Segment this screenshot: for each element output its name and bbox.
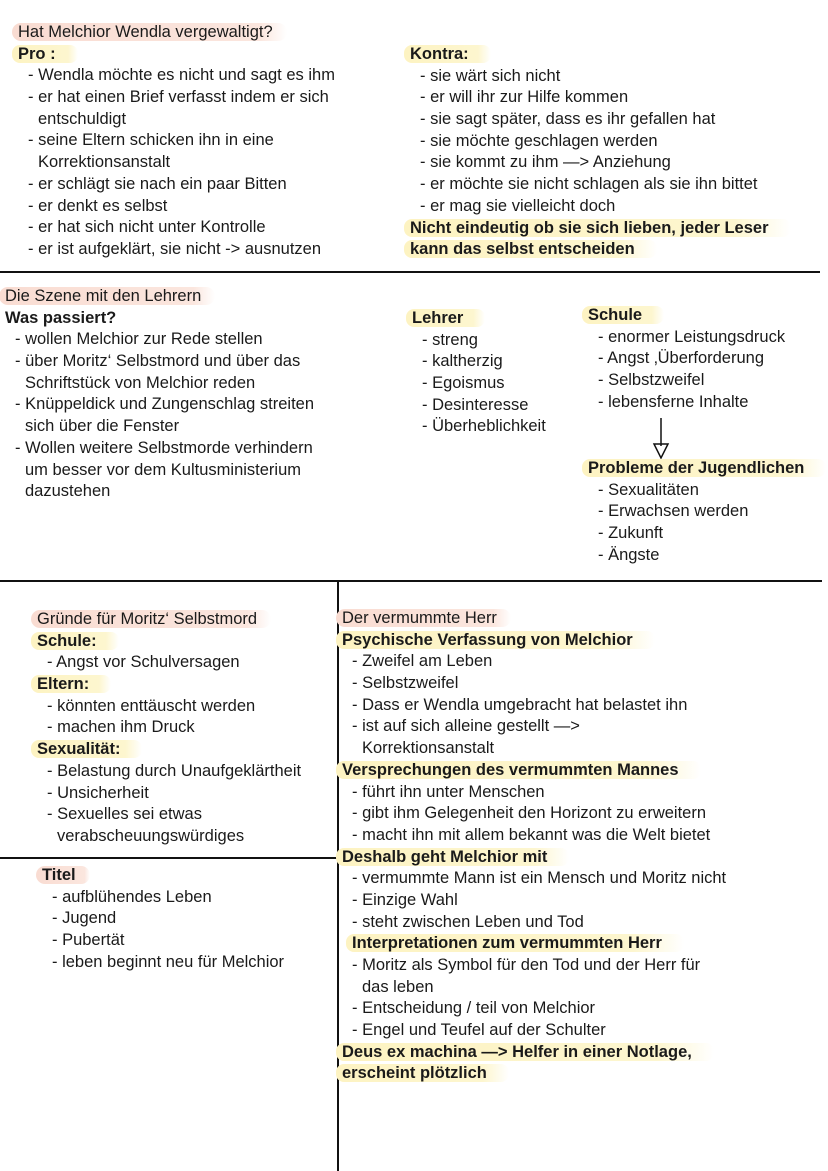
pro-section xyxy=(18,22,335,261)
list-item: - lebensferne Inhalte xyxy=(598,392,749,411)
list-item: - kaltherzig xyxy=(422,352,503,371)
divider-3 xyxy=(0,857,338,859)
list-item: - ist auf sich alleine gestellt —> xyxy=(352,717,580,736)
list-item: - sie möchte geschlagen werden xyxy=(420,131,658,150)
list-item: - Ängste xyxy=(598,545,660,564)
list-item: - sie sagt später, dass es ihr gefallen hat xyxy=(420,110,716,129)
list-item: entschuldigt xyxy=(38,109,127,128)
psy-heading: Psychische Verfassung von Melchior xyxy=(336,631,655,649)
list-item: - seine Eltern schicken ihn in eine xyxy=(28,131,274,150)
list-item: - Entscheidung / teil von Melchior xyxy=(352,999,596,1018)
list-item: - aufblühendes Leben xyxy=(52,887,212,906)
list-item: - enormer Leistungsdruck xyxy=(598,327,786,346)
des-heading: Deshalb geht Melchior mit xyxy=(336,848,569,866)
list-item: - steht zwischen Leben und Tod xyxy=(352,912,584,931)
list-item: - leben beginnt neu für Melchior xyxy=(52,952,285,971)
list-item: - führt ihn unter Menschen xyxy=(352,782,545,801)
list-item: - Jugend xyxy=(52,909,117,928)
list-item: - er schlägt sie nach ein paar Bitten xyxy=(28,174,287,193)
vermummte-herr-section xyxy=(342,608,726,1085)
list-item: das leben xyxy=(362,977,434,996)
divider-vertical xyxy=(337,581,339,1171)
probleme-section xyxy=(588,458,826,566)
list-item: - Pubertät xyxy=(52,931,125,950)
list-item: Korrektionsanstalt xyxy=(362,739,495,758)
deus-ex-machina: erscheint plötzlich xyxy=(336,1064,509,1082)
list-item: sich über die Fenster xyxy=(25,417,180,436)
list-item: Schriftstück von Melchior reden xyxy=(25,373,256,392)
schule-heading: Schule xyxy=(582,306,664,324)
conclusion: kann das selbst entscheiden xyxy=(404,240,657,258)
was-heading: Was passiert? xyxy=(5,308,117,327)
list-item: - er denkt es selbst xyxy=(28,196,168,215)
list-item: - Moritz als Symbol für den Tod und der Herr für xyxy=(352,956,701,974)
section-title: Die Szene mit den Lehrern xyxy=(0,287,215,305)
schule-section xyxy=(588,305,785,413)
list-item: - er ist aufgeklärt, sie nicht -> ausnutzen xyxy=(28,239,322,258)
list-item: - Überheblichkeit xyxy=(422,417,546,436)
list-item: - Sexualitäten xyxy=(598,480,699,499)
list-item: - Wollen weitere Selbstmorde verhindern xyxy=(15,438,313,457)
section-title: Hat Melchior Wendla vergewaltigt? xyxy=(12,23,287,41)
conclusion: Nicht eindeutig ob sie sich lieben, jeder Leser xyxy=(404,219,791,237)
titel-heading: Titel xyxy=(36,866,90,884)
deus-ex-machina: Deus ex machina —> Helfer in einer Notlage, xyxy=(336,1043,714,1061)
list-item: - Desinteresse xyxy=(422,395,529,414)
sexualitaet-heading: Sexualität: xyxy=(31,740,142,758)
list-item: - macht ihn mit allem bekannt was die Welt bietet xyxy=(352,825,711,844)
list-item: - er hat einen Brief verfasst indem er sich xyxy=(28,88,329,107)
list-item: - Belastung durch Unaufgeklärtheit xyxy=(47,761,302,780)
list-item: - Egoismus xyxy=(422,374,505,393)
list-item: - er hat sich nicht unter Kontrolle xyxy=(28,218,266,237)
list-item: - Selbstzweifel xyxy=(598,371,705,390)
list-item: Korrektionsanstalt xyxy=(38,153,171,172)
moritz-section xyxy=(37,609,301,848)
eltern-heading: Eltern: xyxy=(31,675,111,693)
kontra-section xyxy=(410,44,791,261)
schule-heading: Schule: xyxy=(31,632,119,650)
lehrer-scene-section xyxy=(5,286,314,503)
list-item: - streng xyxy=(422,330,478,349)
list-item: - Unsicherheit xyxy=(47,783,149,802)
titel-section xyxy=(42,865,284,973)
list-item: - Dass er Wendla umgebracht hat belastet ihn xyxy=(352,695,688,714)
list-item: - Selbstzweifel xyxy=(352,674,459,693)
list-item: - Engel und Teufel auf der Schulter xyxy=(352,1021,606,1040)
list-item: - Angst vor Schulversagen xyxy=(47,653,240,672)
ver-heading: Versprechungen des vermummten Mannes xyxy=(336,761,701,779)
list-item: - Sexuelles sei etwas xyxy=(47,805,202,824)
list-item: - Zukunft xyxy=(598,524,664,543)
list-item: dazustehen xyxy=(25,482,111,501)
pro-heading: Pro : xyxy=(12,45,78,63)
section-title: Gründe für Moritz‘ Selbstmord xyxy=(31,610,271,628)
list-item: - er möchte sie nicht schlagen als sie ihn bittet xyxy=(420,175,758,194)
list-item: - er mag sie vielleicht doch xyxy=(420,196,616,215)
list-item: - Zweifel am Leben xyxy=(352,652,493,671)
list-item: - Knüppeldick und Zungenschlag streiten xyxy=(15,395,315,414)
list-item: verabscheuungswürdiges xyxy=(57,826,245,845)
divider-1 xyxy=(0,271,820,273)
list-item: - über Moritz‘ Selbstmord und über das xyxy=(15,352,301,371)
section-title: Der vermummte Herr xyxy=(336,609,511,627)
list-item: - könnten enttäuscht werden xyxy=(47,696,256,715)
list-item: - sie kommt zu ihm —> Anziehung xyxy=(420,153,671,172)
arrow-down-icon xyxy=(650,418,672,460)
list-item: - er will ihr zur Hilfe kommen xyxy=(420,88,629,107)
list-item: - sie wärt sich nicht xyxy=(420,66,561,85)
list-item: - vermummte Mann ist ein Mensch und Moritz nicht xyxy=(352,869,727,888)
list-item: - Einzige Wahl xyxy=(352,890,458,909)
kontra-heading: Kontra: xyxy=(404,45,491,63)
list-item: - Angst ‚Überforderung xyxy=(598,349,765,368)
list-item: - Wendla möchte es nicht und sagt es ihm xyxy=(28,66,335,85)
divider-2 xyxy=(0,580,822,582)
list-item: um besser vor dem Kultusministerium xyxy=(25,460,302,479)
lehrer-section xyxy=(412,308,546,438)
list-item: - machen ihm Druck xyxy=(47,718,195,737)
probleme-heading: Probleme der Jugendlichen xyxy=(582,459,826,477)
lehrer-heading: Lehrer xyxy=(406,309,485,327)
list-item: - Erwachsen werden xyxy=(598,502,749,521)
int-heading: Interpretationen zum vermummten Herr xyxy=(346,934,684,952)
list-item: - wollen Melchior zur Rede stellen xyxy=(15,330,263,349)
list-item: - gibt ihm Gelegenheit den Horizont zu erweitern xyxy=(352,804,707,823)
